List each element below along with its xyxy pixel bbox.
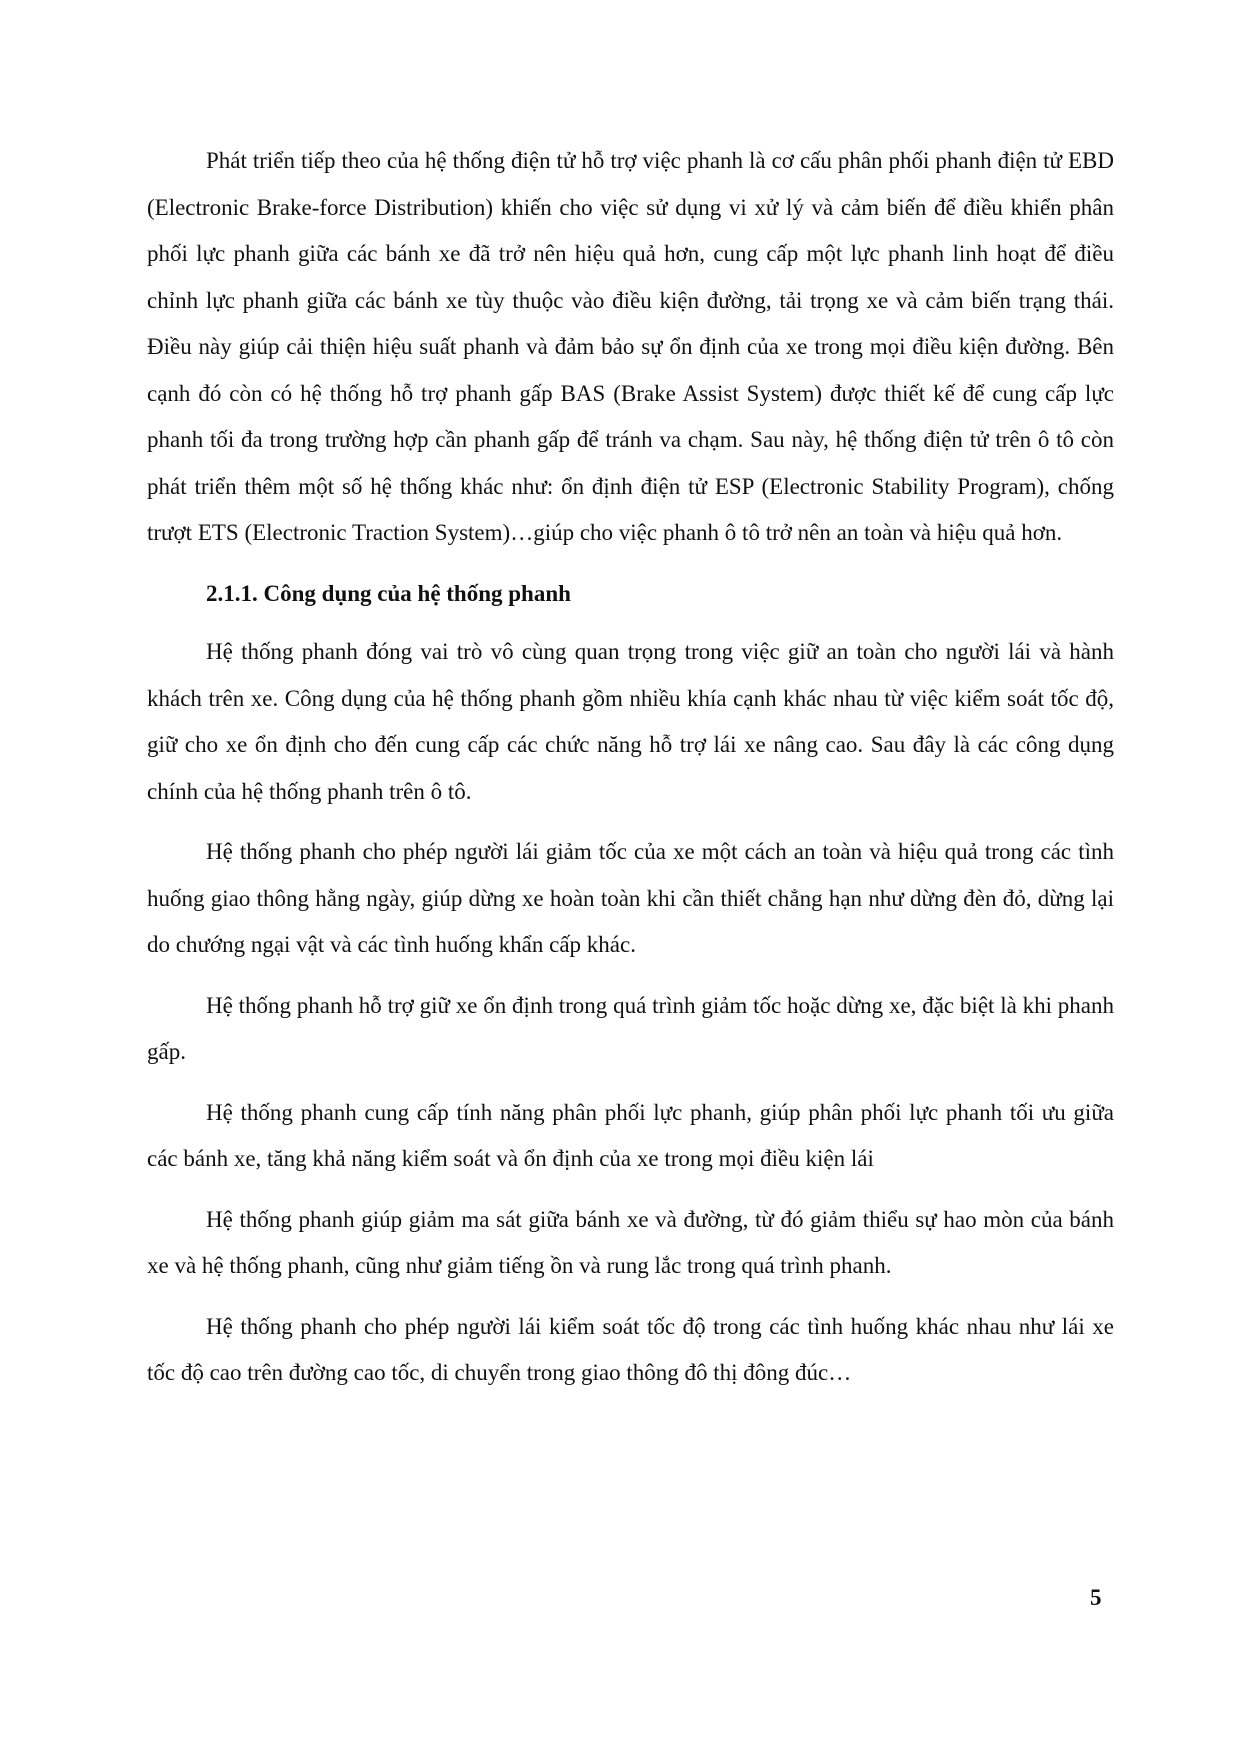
section-heading: 2.1.1. Công dụng của hệ thống phanh (206, 580, 571, 606)
page-number: 5 (1090, 1585, 1102, 1610)
paragraph-stability: Hệ thống phanh hỗ trợ giữ xe ổn định trong quá trình giảm tốc hoặc dừng xe, đặc biệt là khi phanh gấp. (147, 992, 1114, 1064)
document-page (147, 138, 1114, 1411)
paragraph-deceleration: Hệ thống phanh cho phép người lái giảm tốc của xe một cách an toàn và hiệu quả trong các tình huống giao thông hằng ngày, giúp dừng xe hoàn toàn khi cần thiết chẳng hạn như dừng đèn đỏ, dừng lại do chướng ngại vật và các tình huống khẩn cấp khác. (147, 839, 1114, 957)
paragraph-wear-reduction: Hệ thống phanh giúp giảm ma sát giữa bánh xe và đường, từ đó giảm thiểu sự hao mòn của bánh xe và hệ thống phanh, cũng như giảm tiếng ồn và rung lắc trong quá trình phanh. (147, 1206, 1114, 1278)
paragraph-force-distribution: Hệ thống phanh cung cấp tính năng phân phối lực phanh, giúp phân phối lực phanh tối ưu giữa các bánh xe, tăng khả năng kiểm soát và ổn định của xe trong mọi điều kiện lái (147, 1099, 1114, 1171)
intro-paragraph: Phát triển tiếp theo của hệ thống điện tử hỗ trợ việc phanh là cơ cấu phân phối phanh điện tử EBD (Electronic Brake-force Distribution) khiến cho việc sử dụng vi xử lý và cảm biến để điều khiển phân phối lực phanh giữa các bánh xe đã trở nên hiệu quả hơn, cung cấp một lực phanh linh hoạt để điều chỉnh lực phanh giữa các bánh xe tùy thuộc vào điều kiện đường, tải trọng xe và cảm biến trạng thái. Điều này giúp cải thiện hiệu suất phanh và đảm bảo sự ổn định của xe trong mọi điều kiện đường. Bên cạnh đó còn có hệ thống hỗ trợ phanh gấp BAS (Brake Assist System) được thiết kế để cung cấp lực phanh tối đa trong trường hợp cần phanh gấp để tránh va chạm. Sau này, hệ thống điện tử trên ô tô còn phát triển thêm một số hệ thống khác như: ổn định điện tử ESP (Electronic Stability Program), chống trượt ETS (Electronic Traction System)…giúp cho việc phanh ô tô trở nên an toàn và hiệu quả hơn. (147, 148, 1114, 545)
paragraph-speed-control: Hệ thống phanh cho phép người lái kiểm soát tốc độ trong các tình huống khác nhau như lái xe tốc độ cao trên đường cao tốc, di chuyển trong giao thông đô thị đông đúc… (147, 1313, 1114, 1385)
paragraph-braking-role: Hệ thống phanh đóng vai trò vô cùng quan trọng trong việc giữ an toàn cho người lái và hành khách trên xe. Công dụng của hệ thống phanh gồm nhiều khía cạnh khác nhau từ việc kiểm soát tốc độ, giữ cho xe ổn định cho đến cung cấp các chức năng hỗ trợ lái xe nâng cao. Sau đây là các công dụng chính của hệ thống phanh trên ô tô. (147, 639, 1114, 804)
